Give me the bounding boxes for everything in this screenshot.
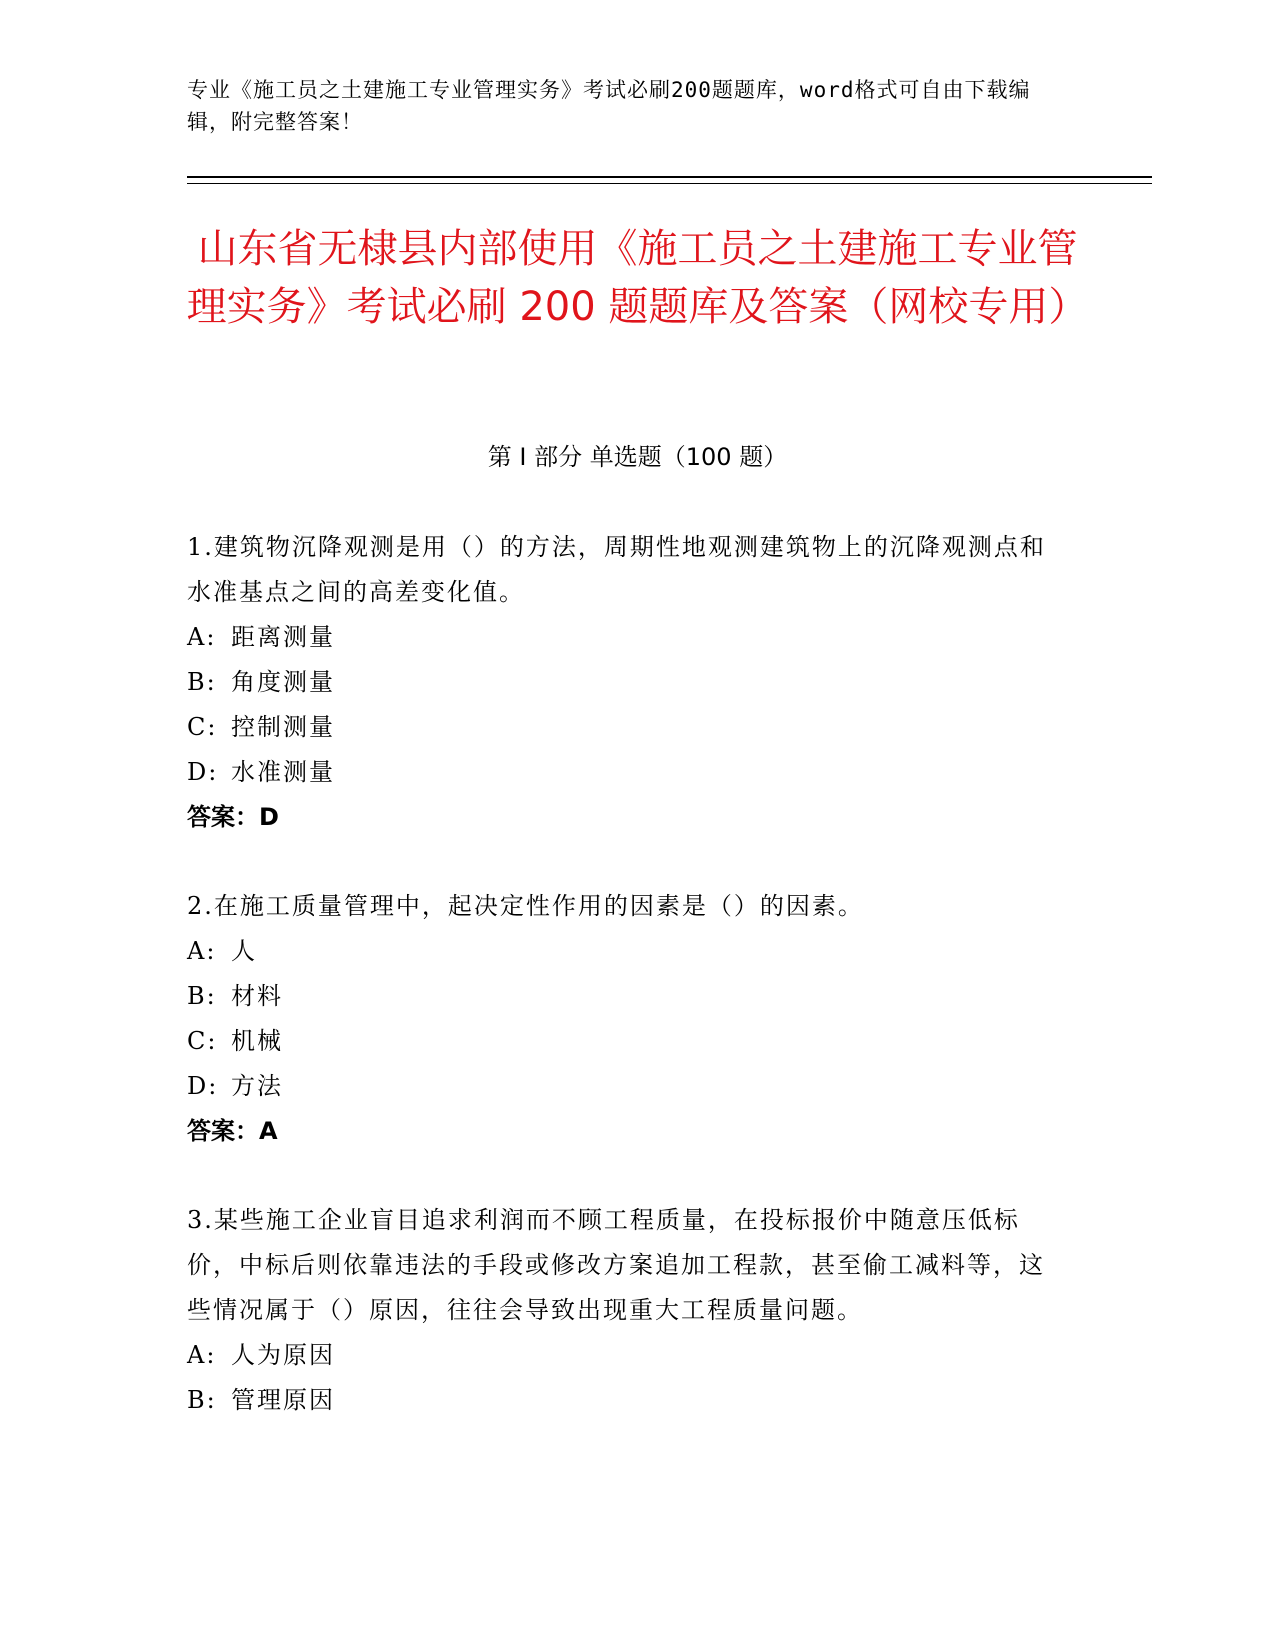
option-text: 距离测量 xyxy=(231,623,335,651)
option-letter: B: xyxy=(187,982,217,1010)
option-text: 控制测量 xyxy=(231,713,335,741)
option-a xyxy=(187,615,1067,660)
option-letter: B: xyxy=(187,668,217,696)
option-c xyxy=(187,1019,1067,1064)
option-text: 方法 xyxy=(231,1072,283,1100)
question-stem: 1.建筑物沉降观测是用（）的方法，周期性地观测建筑物上的沉降观测点和水准基点之间的高差变化值。 xyxy=(187,533,1046,606)
option-text: 水准测量 xyxy=(231,758,335,786)
option-a xyxy=(187,1333,1067,1378)
section-heading: 第 I 部分 单选题（100 题） xyxy=(487,443,788,471)
option-letter: B: xyxy=(187,1386,217,1414)
option-letter: D: xyxy=(187,758,219,786)
option-c xyxy=(187,705,1067,750)
option-text: 机械 xyxy=(231,1027,283,1055)
option-text: 管理原因 xyxy=(231,1386,335,1414)
answer-line: 答案：A xyxy=(187,1117,278,1145)
option-text: 角度测量 xyxy=(231,668,335,696)
option-b xyxy=(187,1378,1067,1423)
document-title: 山东省无棣县内部使用《施工员之土建施工专业管理实务》考试必刷 200 题题库及答案（网校专用） xyxy=(186,226,1089,330)
header-note: 专业《施工员之土建施工专业管理实务》考试必刷200题题库，word格式可自由下载编辑，附完整答案！ xyxy=(187,78,1031,134)
option-text: 人 xyxy=(231,937,257,965)
question-stem: 3.某些施工企业盲目追求利润而不顾工程质量，在投标报价中随意压低标价，中标后则依靠违法的手段或修改方案追加工程款，甚至偷工减料等，这些情况属于（）原因，往往会导致出现重大工程质量问题。 xyxy=(187,1206,1045,1324)
option-letter: A: xyxy=(187,1341,217,1369)
question-3 xyxy=(187,1198,1067,1423)
option-b xyxy=(187,660,1067,705)
option-b xyxy=(187,974,1067,1019)
option-letter: A: xyxy=(187,937,217,965)
option-letter: A: xyxy=(187,623,217,651)
question-1 xyxy=(187,525,1067,840)
option-d xyxy=(187,1064,1067,1109)
option-d xyxy=(187,750,1067,795)
option-a xyxy=(187,929,1067,974)
answer-line: 答案：D xyxy=(187,803,279,831)
question-2 xyxy=(187,884,1067,1154)
header-rule-thin xyxy=(187,183,1152,184)
option-letter: D: xyxy=(187,1072,219,1100)
question-list xyxy=(187,525,1067,1467)
header-rule-thick xyxy=(187,176,1152,178)
option-text: 人为原因 xyxy=(231,1341,335,1369)
option-letter: C: xyxy=(187,1027,218,1055)
option-letter: C: xyxy=(187,713,218,741)
question-stem: 2.在施工质量管理中，起决定性作用的因素是（）的因素。 xyxy=(187,892,864,920)
option-text: 材料 xyxy=(231,982,283,1010)
